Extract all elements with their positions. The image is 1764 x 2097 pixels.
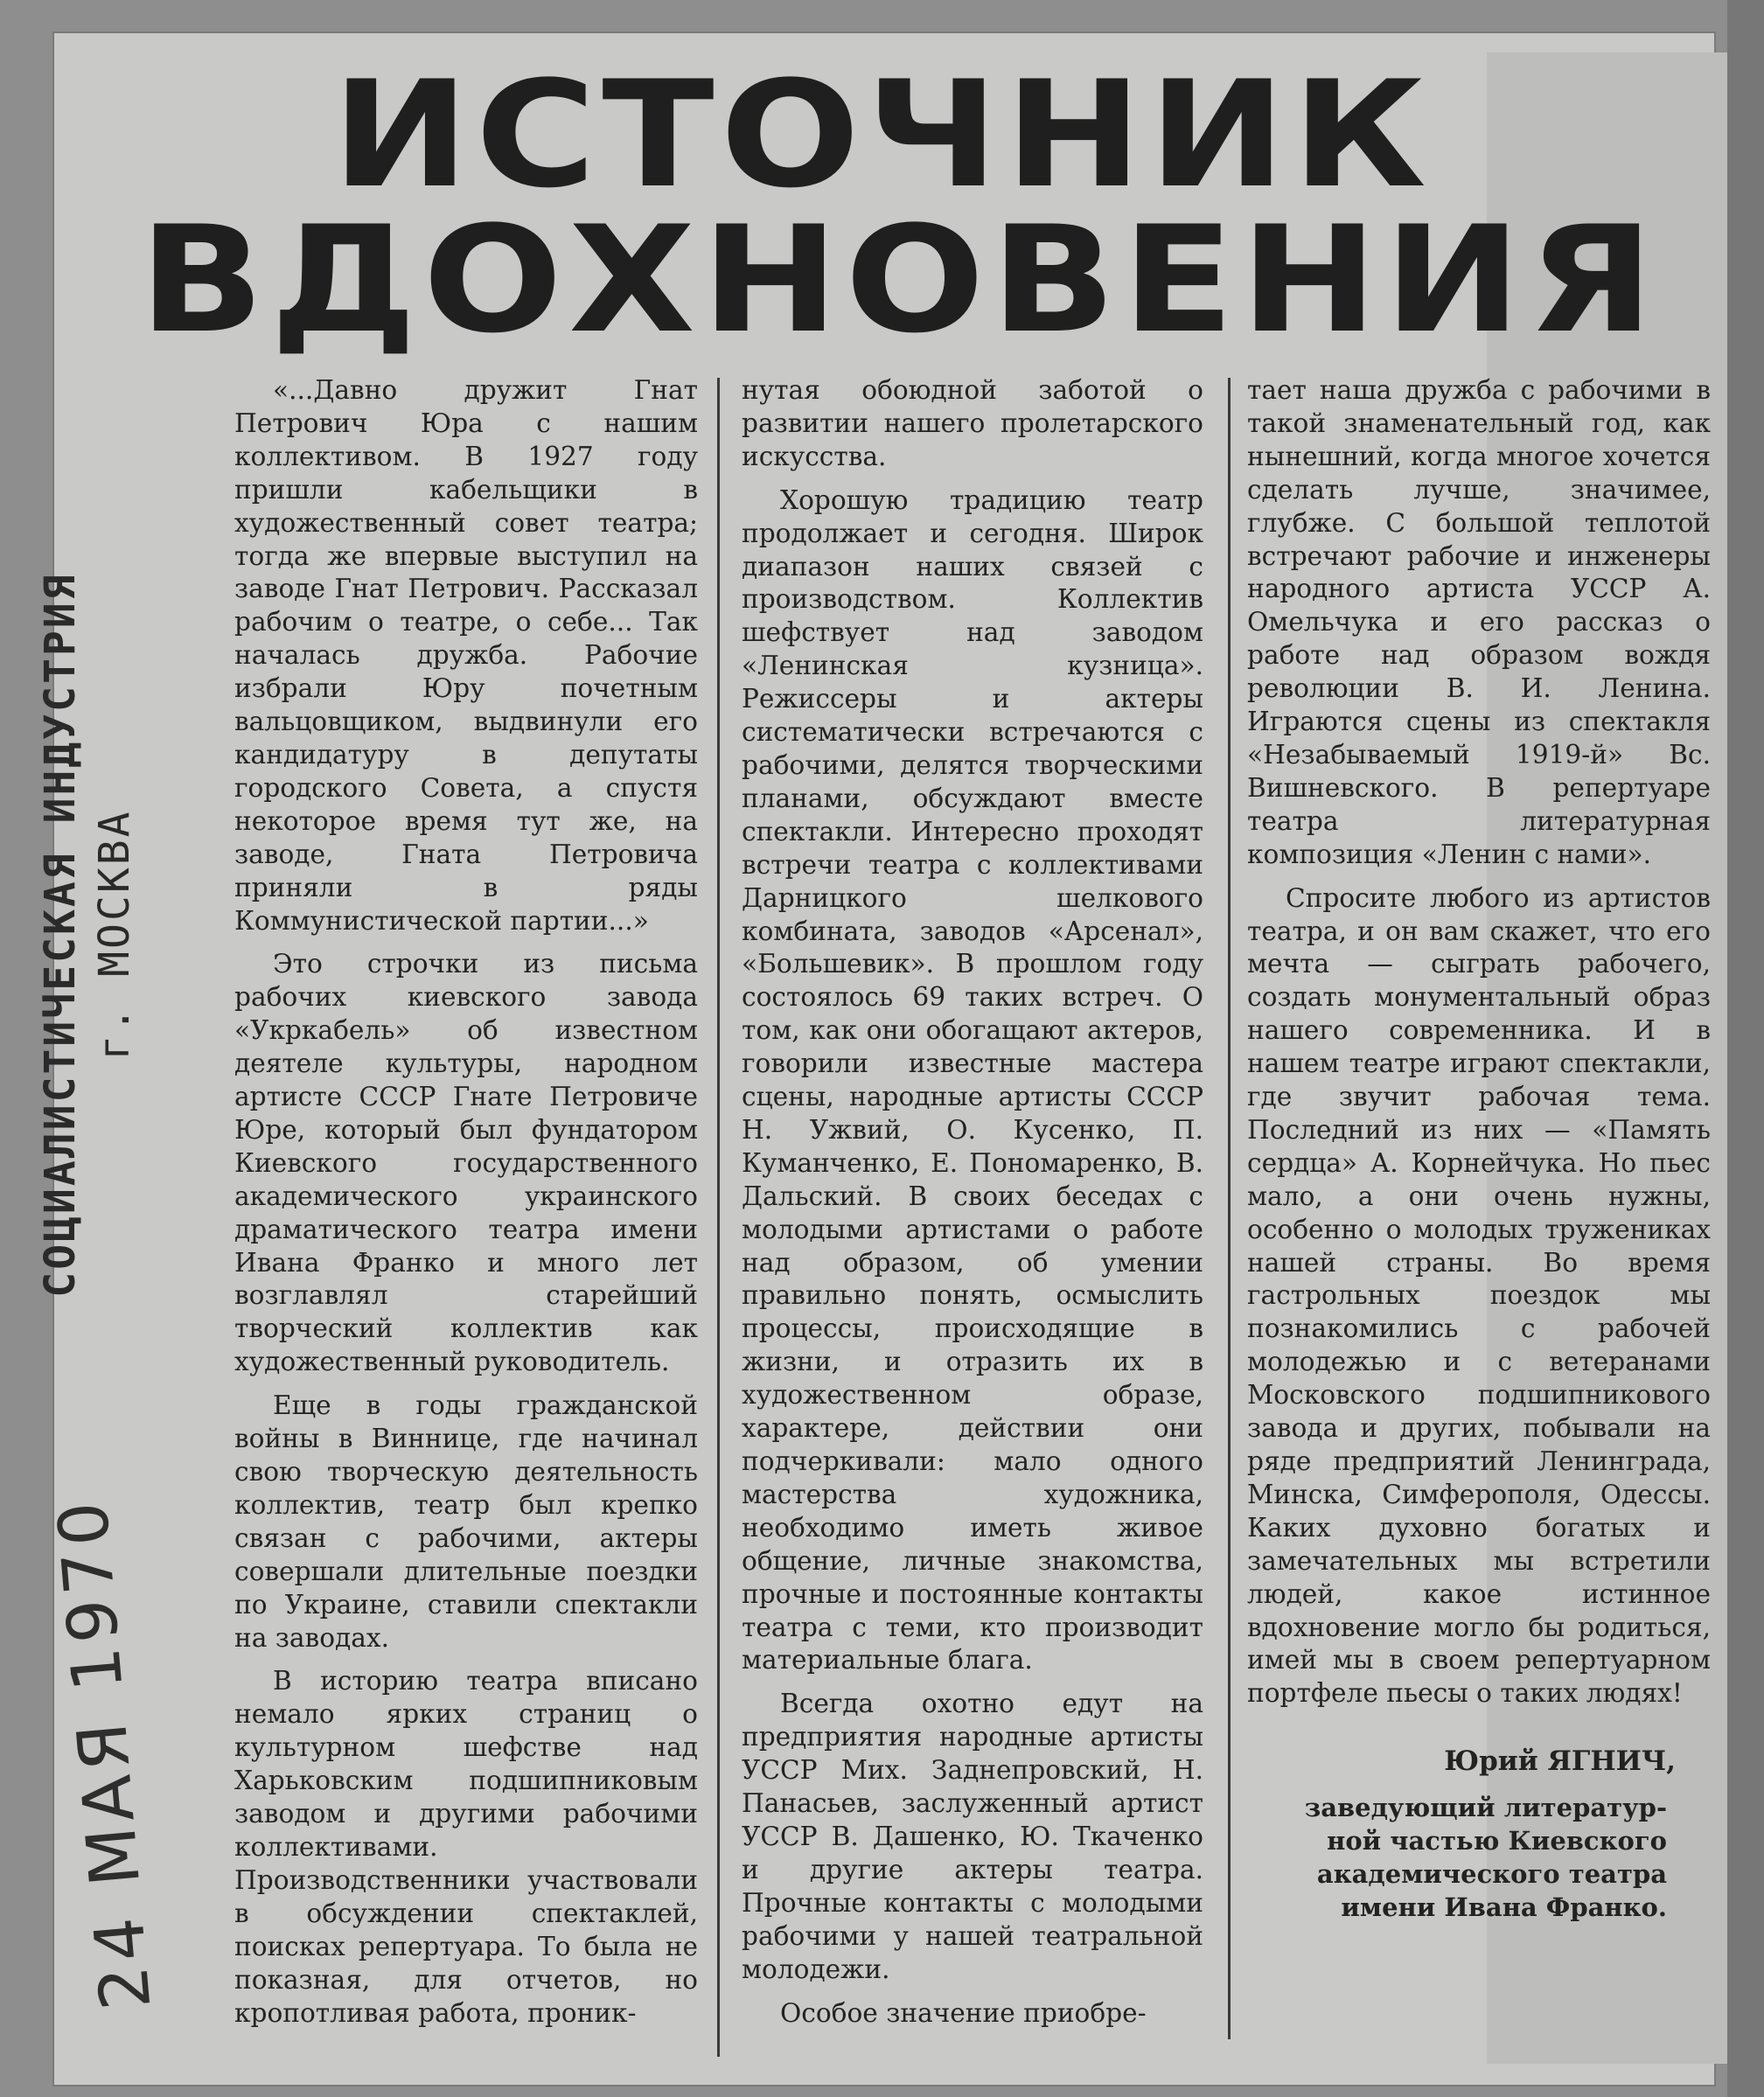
paragraph: Спросите любого из артистов театра, и он вам скажет, что его мечта — сыграть рабочего, создать монументальный образ нашего современника. И в нашем театре играют спектакли, где звучит рабочая тема. Последний из них — «Память сердца» А. Корнейчука. Но пьес мало, а они очень нужны, особенно о молодых тружениках нашей страны. Во время гастрольных поездок мы познакомились с рабочей молодежью и с ветеранами Московского подшипникового завода и других, побывали на ряде предприятий Ленинграда, Минска, Симферополя, Одессы. Каких духовно богатых и замечательных мы встретили людей, какое истинное вдохновение могло бы родиться, имей мы в своем репертуарном портфеле пьесы о таких людях! xyxy=(1247,882,1711,1709)
author-role-line: ной частью Киевского xyxy=(1327,1826,1667,1857)
author-name: Юрий ЯГНИЧ, xyxy=(1444,1745,1676,1778)
paragraph: Особое значение приобре- xyxy=(780,1997,1147,2028)
handwritten-date: 24 МАЯ 1970 xyxy=(43,1494,167,2013)
stamp-city: г. МОСКВА xyxy=(90,809,139,1061)
author-role-line: заведующий литератур- xyxy=(1304,1793,1667,1823)
paragraph: нутая обоюдной заботой о развитии нашего пролетарского искусства. xyxy=(742,375,1203,471)
paragraph: Всегда охотно едут на предприятия народные артисты УССР Мих. Заднепровский, Н. Панасьев, заслуженный артист УССР В. Дашенко, Ю. Ткаченко и другие актеры театра. Прочные контакты с молодыми рабочими у нашей театральной молодежи. xyxy=(742,1689,1203,1984)
paragraph: Хорошую традицию театр продолжает и сегодня. Широк диапазон наших связей с производством. Коллектив шефствует над заводом «Ленинская кузница». Режиссеры и актеры систематически встречаются с рабочими, делятся творческими планами, обсуждают вместе спектакли. Интересно проходят встречи театра с коллективами Дарницкого шелкового комбината, заводов «Арсенал», «Большевик». В прошлом году состоялось 69 таких встреч. О том, как они обогащают актеров, говорили известные мастера сцены, народные артисты СССР Н. Ужвий, О. Кусенко, П. Куманченко, Е. Пономаренко, В. Дальский. В своих беседах с молодыми артистами о работе над образом, об умении правильно понять, осмыслить процессы, происходящие в жизни, и отразить их в художественном образе, характере, действии они подчеркивали: мало одного мастерства художника, необходимо иметь живое общение, личные знакомства, прочные и постоянные контакты театра с теми, кто производит материальные блага. xyxy=(742,484,1203,1676)
headline-line-2: ВДОХНОВЕНИЯ xyxy=(138,194,1661,366)
paragraph: В историю театра вписано немало ярких страниц о культурном шефстве над Харьковским подшипниковым заводом и другими рабочими коллективами. Производственники участвовали в обсуждении спектаклей, поисках репертуара. То была не показная, для отчетов, но кропотливая работа, проник- xyxy=(234,1666,698,2028)
article-column-3 xyxy=(1247,374,1711,1924)
column-rule-1 xyxy=(717,378,720,2057)
article-column-2 xyxy=(742,374,1203,2040)
headline-line-1: ИСТОЧНИК xyxy=(331,49,1433,220)
article-column-1 xyxy=(234,374,698,2040)
author-role xyxy=(1247,1791,1711,1924)
source-stamp xyxy=(36,498,139,1372)
stamp-source: СОЦИАЛИСТИЧЕСКАЯ ИНДУСТРИЯ xyxy=(36,572,85,1298)
paragraph: тает наша дружба с рабочими в такой знаменательный год, как нынешний, когда многое хочется сделать лучше, значимее, глубже. С большой теплотой встречают рабочие и инженеры народного артиста УССР А. Омельчука и его рассказ о работе над образом вождя революции В. И. Ленина. Играются сцены из спектакля «Незабываемый 1919-й» Вс. Вишневского. В репертуаре театра литературная композиция «Ленин с нами». xyxy=(1247,375,1711,869)
paragraph: Еще в годы гражданской войны в Виннице, где начинал свою творческую деятельность коллектив, театр был крепко связан с рабочими, актеры совершали длительные поездки по Украине, ставили спектакли на заводах. xyxy=(234,1390,698,1653)
paragraph: Это строчки из письма рабочих киевского завода «Укркабель» об известном деятеле культуры, народном артисте СССР Гнате Петровиче Юре, который был фундатором Киевского государственного академического украинского драматического театра имени Ивана Франко и много лет возглавлял старейший творческий коллектив как художественный руководитель. xyxy=(234,949,698,1377)
author-signature xyxy=(1247,1745,1711,1924)
column-rule-2 xyxy=(1228,378,1231,2039)
paragraph: «...Давно дружит Гнат Петрович Юра с нашим коллективом. В 1927 году пришли кабельщики в художественный совет театра; тогда же впервые выступил на заводе Гнат Петрович. Рассказал рабочим о театре, о себе... Так началась дружба. Рабочие избрали Юру почетным вальцовщиком, выдвинули его кандидатуру в депутаты городского Совета, а спустя некоторое время тут же, на заводе, Гната Петровича приняли в ряды Коммунистической партии...» xyxy=(234,375,698,936)
author-role-line: имени Ивана Франко. xyxy=(1341,1892,1667,1923)
author-role-line: академического театра xyxy=(1316,1859,1667,1890)
